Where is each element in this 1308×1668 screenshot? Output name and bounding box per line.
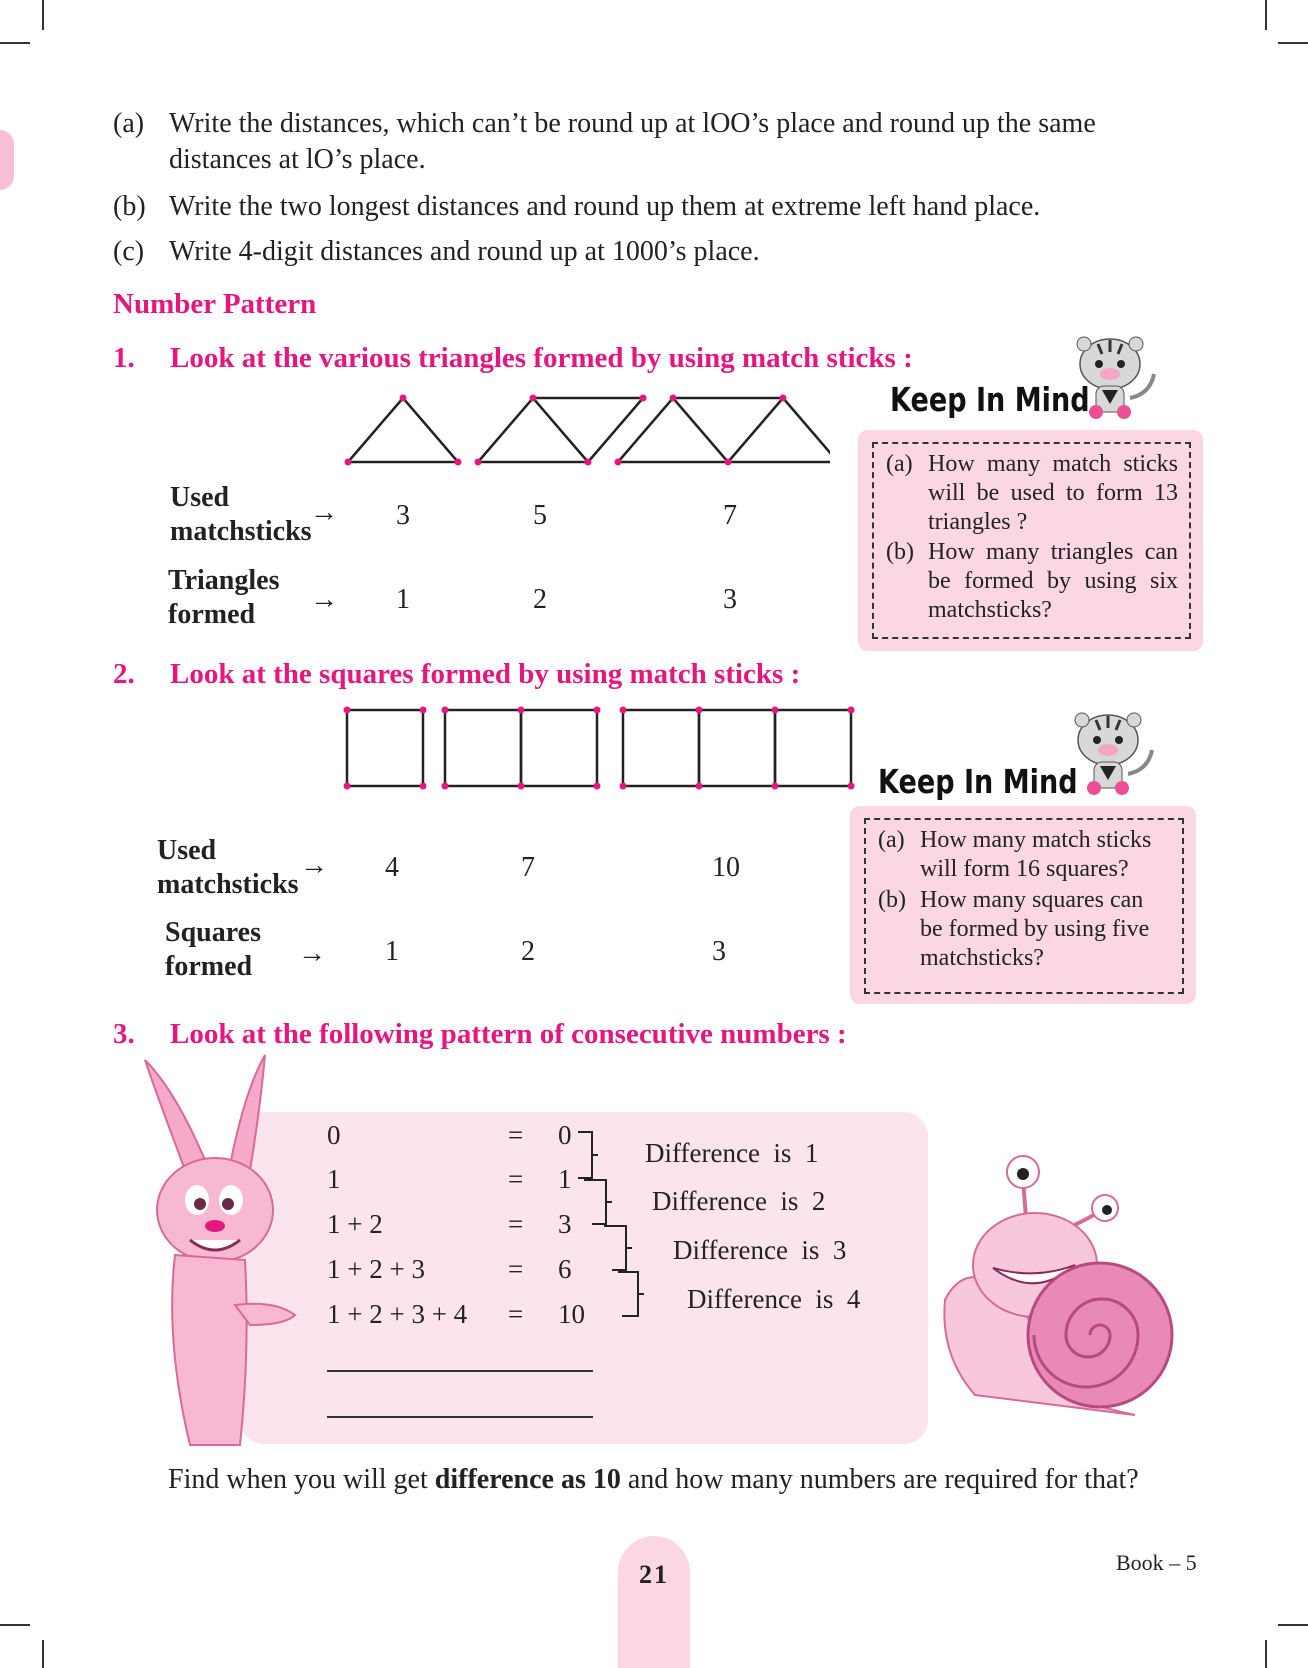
squares-figure xyxy=(340,700,860,796)
square-triple-a xyxy=(623,710,699,786)
question-emphasis: difference as 10 xyxy=(434,1464,621,1495)
pattern-rhs-3: 3 xyxy=(558,1209,572,1239)
square-1 xyxy=(347,710,423,786)
q1-formed-3: 3 xyxy=(723,584,737,615)
pattern-lhs-1: 0 xyxy=(327,1120,341,1150)
q2-formed-1: 1 xyxy=(385,936,399,967)
q3-question xyxy=(168,1462,1198,1498)
keep-in-mind-title: Keep In Mind xyxy=(878,762,1078,801)
tiger-mascot xyxy=(1068,710,1158,796)
question-text: and how many numbers are required for that? xyxy=(620,1464,1139,1495)
q1-used-3: 7 xyxy=(723,500,737,531)
q1-row2-arrow: → xyxy=(310,584,338,615)
pattern-eq-4: = xyxy=(508,1254,524,1284)
snail-illustration xyxy=(935,1140,1175,1420)
label-line: Used xyxy=(157,835,217,866)
edge-decoration xyxy=(0,130,14,190)
square-pair-a xyxy=(445,710,521,786)
q2-used-1: 4 xyxy=(385,852,399,883)
difference-label-3: Difference is 3 xyxy=(673,1235,847,1265)
pattern-eq-5: = xyxy=(508,1299,524,1329)
intro-item-text: Write the two longest distances and round up them at extreme left hand place. xyxy=(169,191,1041,222)
pattern-rhs-4: 6 xyxy=(558,1254,572,1284)
page-number-tab xyxy=(618,1536,690,1668)
crop-mark xyxy=(42,1640,44,1668)
kim-item-label: (a) xyxy=(878,827,905,853)
q2-number: 2. xyxy=(113,658,135,690)
pattern-rhs-5: 10 xyxy=(558,1299,585,1329)
q2-row2-label xyxy=(165,916,261,984)
pattern-eq-3: = xyxy=(508,1209,524,1239)
crop-mark xyxy=(0,1624,30,1626)
square-pair-b xyxy=(521,710,597,786)
label-line: Squares xyxy=(165,917,261,948)
label-line: matchsticks xyxy=(170,516,312,547)
keep-in-mind-inner xyxy=(872,442,1191,639)
q2-formed-3: 3 xyxy=(712,936,726,967)
q2-row1-label xyxy=(157,834,299,902)
q3-number: 3. xyxy=(113,1018,135,1050)
q1-formed-2: 2 xyxy=(533,584,547,615)
intro-item-text: Write the distances, which can’t be round up at lOO’s place and round up the same distances at lO’s place. xyxy=(169,108,1096,175)
pattern-lhs-4: 1 + 2 + 3 xyxy=(327,1254,425,1284)
q2-row2-arrow: → xyxy=(298,938,326,969)
question-text: Find when you will get xyxy=(168,1464,435,1495)
keep-in-mind-inner xyxy=(864,818,1184,994)
rabbit-illustration xyxy=(135,1050,315,1450)
page-number: 21 xyxy=(639,1560,669,1589)
keep-in-mind-box xyxy=(858,430,1203,651)
pattern-lhs-5: 1 + 2 + 3 + 4 xyxy=(327,1299,468,1329)
keep-in-mind-box xyxy=(850,806,1196,1004)
crop-mark xyxy=(1278,42,1308,44)
keep-in-mind-title: Keep In Mind xyxy=(890,380,1090,419)
q1-number: 1. xyxy=(113,342,135,374)
square-triple-b xyxy=(699,710,775,786)
intro-item-label: (a) xyxy=(113,108,145,139)
difference-label-1: Difference is 1 xyxy=(645,1138,819,1168)
crop-mark xyxy=(1265,1640,1267,1668)
kim-item-label: (b) xyxy=(878,887,906,913)
kim-item-text: How many triangles can be formed by using six matchsticks? xyxy=(928,539,1178,623)
kim-item-text: How many match sticks will form 16 squares? xyxy=(920,827,1152,882)
pattern-lhs-3: 1 + 2 xyxy=(327,1209,383,1239)
label-line: matchsticks xyxy=(157,869,299,900)
book-label: Book – 5 xyxy=(1116,1550,1197,1575)
q1-used-1: 3 xyxy=(396,500,410,531)
q2-title: Look at the squares formed by using match sticks : xyxy=(170,658,801,690)
q1-row2-label xyxy=(168,564,279,632)
q1-row1-label xyxy=(170,481,312,549)
pattern-eq-2: = xyxy=(508,1164,524,1194)
difference-label-4: Difference is 4 xyxy=(687,1284,861,1314)
q1-row1-arrow: → xyxy=(310,497,338,528)
kim-item-label: (a) xyxy=(886,451,913,477)
label-line: formed xyxy=(165,951,253,982)
q2-used-3: 10 xyxy=(712,852,740,883)
q2-used-2: 7 xyxy=(521,852,535,883)
square-triple-c xyxy=(775,710,851,786)
q3-title: Look at the following pattern of consecutive numbers : xyxy=(170,1018,847,1050)
triangle-pair-a xyxy=(478,398,588,462)
kim-item-text: How many squares can be formed by using five matchsticks? xyxy=(920,887,1150,971)
intro-item-label: (c) xyxy=(113,236,145,267)
crop-mark xyxy=(1265,0,1267,30)
pattern-rhs-2: 1 xyxy=(558,1164,572,1194)
crop-mark xyxy=(42,0,44,30)
crop-mark xyxy=(1278,1624,1308,1626)
q1-title: Look at the various triangles formed by using match sticks : xyxy=(170,342,913,374)
crop-mark xyxy=(0,42,30,44)
label-line: formed xyxy=(168,599,256,630)
q2-formed-2: 2 xyxy=(521,936,535,967)
answer-blank-line[interactable] xyxy=(327,1370,593,1372)
label-line: Used xyxy=(170,482,230,513)
intro-item-text: Write 4-digit distances and round up at 1000’s place. xyxy=(169,236,760,267)
answer-blank-line[interactable] xyxy=(327,1416,593,1418)
kim-item-label: (b) xyxy=(886,539,914,565)
pattern-rhs-1: 0 xyxy=(558,1120,572,1150)
q2-row1-arrow: → xyxy=(300,850,328,881)
difference-label-2: Difference is 2 xyxy=(652,1186,826,1216)
intro-item-label: (b) xyxy=(113,191,146,222)
section-title: Number Pattern xyxy=(113,288,317,320)
label-line: Triangles xyxy=(168,565,280,596)
pattern-eq-1: = xyxy=(508,1120,524,1150)
q1-used-2: 5 xyxy=(533,500,547,531)
pattern-lhs-2: 1 xyxy=(327,1164,341,1194)
q1-formed-1: 1 xyxy=(396,584,410,615)
triangles-figure xyxy=(330,390,830,470)
kim-item-text: How many match sticks will be used to form 13 triangles ? xyxy=(928,451,1178,535)
triangle-1 xyxy=(348,398,458,462)
